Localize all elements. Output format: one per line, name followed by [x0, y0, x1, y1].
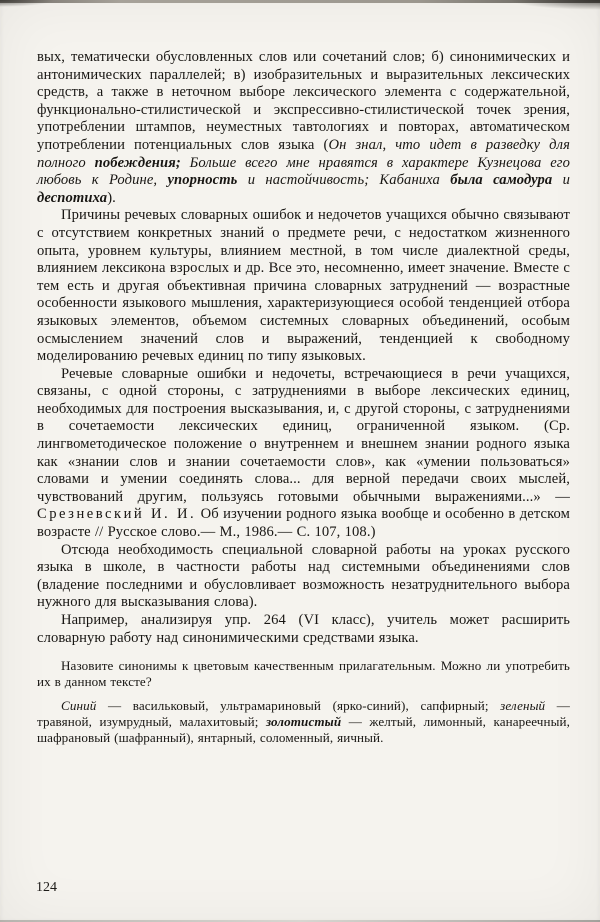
body-text: [37, 49, 570, 746]
exercise-synonyms-text: Синий — васильковый, ультрамариновый (ярко-синий), сапфирный; зеленый — травяной, изумрудный, малахитовый; золотистый — желтый, лимонный, канареечный, шафрановый (шафранный), янтарный, соломенный, яичный.: [37, 697, 570, 745]
paragraph: Причины речевых словарных ошибок и недочетов учащихся обычно связывают с отсутствием конкретных знаний о предмете речи, с недостатком жизненного опыта, уровнем культуры, влиянием местной, в том числе диалектной среды, влиянием лексикона взрослых и др. Все это, несомненно, имеет значение. Вместе с тем есть и другая объективная причина словарных затруднений — возрастные особенности языкового мышления, характеризующиеся особой тенденцией отбора языковых элементов, объемом системных словарных объединений, особым осмыслением значений слов и выражений, тенденцией к свободному моделированию речевых единиц по типу языковых.: [37, 207, 570, 365]
scan-artifact-top-right: [510, 0, 600, 10]
paragraph-continuation: вых, тематически обусловленных слов или сочетаний слов; б) синонимических и антонимических параллелей; в) изобразительных и выразительных лексических средств, а также в неточном выборе лексического элемента с содержательной, функционально-стилистической и экспрессивно-стилистической точек зрения, употреблении штампов, неуместных тавтологиях и повторах, автоматическом употреблении потенциальных слов языка (Он знал, что идет в разведку для полного побеждения; Больше всего мне нравятся в характере Кузнецова его любовь к Родине, упорность и настойчивость; Кабаниха была самодура и деспотиха).: [37, 49, 570, 206]
scan-artifact-top-left: [0, 0, 54, 7]
exercise-question: Назовите синонимы к цветовым качественным прилагательным. Можно ли употребить их в данном тексте?: [37, 658, 570, 690]
paragraph: Например, анализируя упр. 264 (VI класс), учитель может расширить словарную работу над синонимическими средствами языка.: [37, 612, 570, 646]
page-number: 124: [36, 880, 57, 895]
paragraph: Отсюда необходимость специальной словарной работы на уроках русского языка в школе, в частности работы над системными объединениями слов (владение последними и обусловливает возможность незатруднительного выбора нужного для высказывания слова).: [37, 541, 570, 611]
paragraph: Речевые словарные ошибки и недочеты, встречающиеся в речи учащихся, связаны, с одной стороны, с затруднениями в выборе лексических единиц, необходимых для построения высказывания, и, с другой стороны, с затруднениями в сочетаемости лексических единиц, ограниченной языком. (Ср. лингвометодическое положение о внутреннем и внешнем знании родного языка как «знании слов и знании сочетаемости слов», как «умении пользоваться» словами и умении соединять слова... для верной передачи своих мыслей, чувствований другим, пользуясь готовыми обычными выражениями...» — Срезневский И. И. Об изучении родного языка вообще и особенно в детском возрасте // Русское слово.— М., 1986.— С. 107, 108.): [37, 365, 571, 541]
